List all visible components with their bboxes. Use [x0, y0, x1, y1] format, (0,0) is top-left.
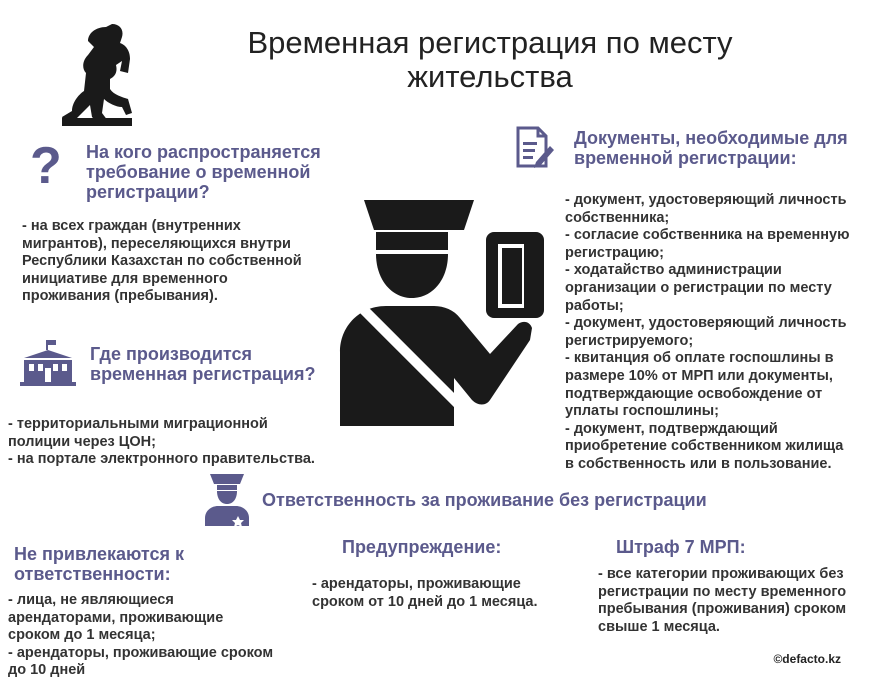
warning-text: - арендаторы, проживающие сроком от 10 дней до 1 месяца.: [312, 576, 538, 610]
document-edit-icon: [514, 126, 554, 170]
documents-heading: Документы, необходимые для временной регистрации:: [574, 128, 848, 168]
not-liable-heading: Не привлекаются к ответственности:: [14, 544, 185, 584]
where-text: - территориальными миграционной полиции через ЦОН; - на портале электронного правительства.: [8, 416, 315, 468]
where-heading: Где производится временная регистрация?: [90, 344, 316, 384]
question-mark-icon: ?: [30, 137, 62, 195]
documents-text: - документ, удостоверяющий личность собственника; - согласие собственника на временную регистрацию; - ходатайство администрации организации о регистрации по месту работы; - документ, удостоверяющий личность регистрируемого; - квитанция об оплате госпошлины в размере 10% от МРП или документы, подтверждающие освобождение от уплаты госпошлины; - документ, подтверждающий приобретение собственником жилища в собственность или в пользование.: [565, 192, 850, 472]
police-officer-small-icon: [204, 472, 250, 526]
fine-text: - все категории проживающих без регистрации по месту временного пребывания (проживания) сроком свыше 1 месяца.: [598, 566, 847, 635]
who-text: - на всех граждан (внутренних мигрантов), переселяющихся внутри Республики Казахстан по собственной инициативе для временного проживания (пребывания).: [22, 218, 302, 305]
credit-text: ©defacto.kz: [773, 652, 841, 666]
who-heading: На кого распространяется требование о временной регистрации?: [86, 142, 321, 202]
warning-heading: Предупреждение:: [342, 537, 502, 557]
thinker-statue-icon: [52, 18, 142, 128]
responsibility-heading: Ответственность за проживание без регистрации: [262, 490, 707, 510]
not-liable-text: - лица, не являющиеся арендаторами, проживающие сроком до 1 месяца; - арендаторы, проживающие сроком до 10 дней: [8, 592, 274, 679]
page-title: Временная регистрация по месту жительства: [247, 25, 733, 94]
fine-heading: Штраф 7 МРП:: [616, 537, 746, 557]
government-building-icon: [20, 340, 76, 386]
police-officer-icon: [336, 192, 556, 462]
